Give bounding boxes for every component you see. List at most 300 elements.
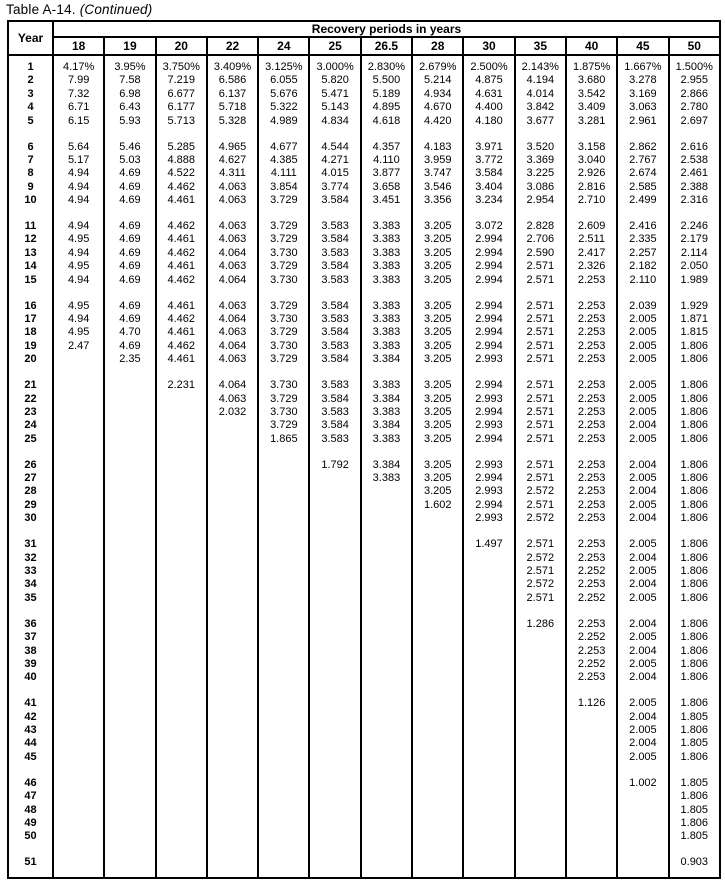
spacer-cell — [309, 685, 360, 698]
value-cell: 3.040 — [566, 154, 617, 167]
value-cell: 1.806 — [669, 658, 720, 671]
value-cell — [258, 512, 309, 525]
value-cell: 2.993 — [463, 485, 514, 498]
value-cell — [309, 724, 360, 737]
spacer-cell — [669, 764, 720, 777]
value-cell: 2.253 — [566, 459, 617, 472]
value-cell — [258, 578, 309, 591]
value-cell — [566, 751, 617, 764]
value-cell: 2.005 — [617, 565, 668, 578]
value-cell: 3.205 — [412, 233, 463, 246]
value-cell: 2.994 — [463, 260, 514, 273]
value-cell — [412, 790, 463, 803]
value-cell — [309, 538, 360, 551]
value-cell — [258, 804, 309, 817]
value-cell — [258, 817, 309, 830]
value-cell — [207, 724, 258, 737]
spacer-cell — [53, 526, 104, 539]
value-cell — [309, 472, 360, 485]
value-cell — [412, 645, 463, 658]
value-cell — [156, 512, 207, 525]
value-cell: 2.005 — [617, 697, 668, 710]
value-cell: 2.005 — [617, 353, 668, 366]
value-cell: 3.383 — [361, 220, 412, 233]
value-cell: 4.522 — [156, 167, 207, 180]
value-cell — [53, 618, 104, 631]
value-cell — [207, 485, 258, 498]
table-row-year-17 — [8, 313, 720, 326]
spacer-cell — [258, 685, 309, 698]
value-cell: 3.584 — [309, 419, 360, 432]
value-cell — [104, 459, 155, 472]
value-cell — [258, 658, 309, 671]
value-cell: 4.462 — [156, 274, 207, 287]
value-cell — [309, 817, 360, 830]
value-cell: 1.806 — [669, 499, 720, 512]
table-row-year-45 — [8, 751, 720, 764]
spacer-cell — [309, 208, 360, 221]
year-cell: 37 — [8, 631, 53, 644]
year-cell: 2 — [8, 74, 53, 87]
spacer-cell — [258, 128, 309, 141]
value-cell: 2.993 — [463, 393, 514, 406]
spacer-cell — [463, 605, 514, 618]
value-cell — [207, 552, 258, 565]
value-cell — [53, 512, 104, 525]
value-cell — [361, 578, 412, 591]
value-cell: 4.69 — [104, 194, 155, 207]
value-cell — [361, 658, 412, 671]
value-cell: 4.69 — [104, 233, 155, 246]
spacer-cell — [463, 128, 514, 141]
value-cell: 2.571 — [515, 274, 566, 287]
value-cell: 2.585 — [617, 181, 668, 194]
table-row-year-49 — [8, 817, 720, 830]
value-cell — [207, 618, 258, 631]
value-cell: 2.926 — [566, 167, 617, 180]
value-cell — [617, 817, 668, 830]
value-cell: 2.253 — [566, 578, 617, 591]
value-cell: 3.281 — [566, 115, 617, 128]
value-cell: 5.713 — [156, 115, 207, 128]
value-cell — [309, 751, 360, 764]
value-cell — [53, 379, 104, 392]
value-cell — [309, 658, 360, 671]
value-cell: 2.004 — [617, 552, 668, 565]
value-cell: 3.729 — [258, 233, 309, 246]
value-cell — [361, 751, 412, 764]
value-cell: 3.730 — [258, 313, 309, 326]
value-cell — [156, 419, 207, 432]
column-header-45: 45 — [617, 37, 668, 55]
value-cell: 2.253 — [566, 645, 617, 658]
spacer-cell — [463, 367, 514, 380]
value-cell — [104, 499, 155, 512]
value-cell: 2.005 — [617, 724, 668, 737]
value-cell: 4.461 — [156, 353, 207, 366]
value-cell: 4.462 — [156, 247, 207, 260]
year-cell: 18 — [8, 326, 53, 339]
spacer-cell — [156, 764, 207, 777]
value-cell: 3.730 — [258, 379, 309, 392]
value-cell: 3.854 — [258, 181, 309, 194]
value-cell — [53, 353, 104, 366]
value-cell: 2.571 — [515, 379, 566, 392]
column-header-26.5: 26.5 — [361, 37, 412, 55]
value-cell: 3.369 — [515, 154, 566, 167]
value-cell: 2.253 — [566, 406, 617, 419]
value-cell — [207, 512, 258, 525]
value-cell — [104, 856, 155, 869]
value-cell — [53, 499, 104, 512]
value-cell — [104, 552, 155, 565]
year-cell: 49 — [8, 817, 53, 830]
value-cell: 1.806 — [669, 393, 720, 406]
value-cell: 2.674 — [617, 167, 668, 180]
spacer-cell — [515, 526, 566, 539]
value-cell: 3.072 — [463, 220, 514, 233]
value-cell — [515, 711, 566, 724]
spacer-cell — [104, 446, 155, 459]
value-cell — [156, 751, 207, 764]
value-cell: 4.064 — [207, 274, 258, 287]
value-cell: 4.063 — [207, 300, 258, 313]
value-cell: 2.572 — [515, 578, 566, 591]
value-cell: 2.571 — [515, 393, 566, 406]
value-cell: 1.806 — [669, 552, 720, 565]
value-cell — [412, 751, 463, 764]
value-cell: 5.676 — [258, 88, 309, 101]
value-cell: 3.383 — [361, 433, 412, 446]
value-cell: 4.94 — [53, 194, 104, 207]
spacer-cell — [309, 844, 360, 857]
value-cell: 2.004 — [617, 512, 668, 525]
value-cell: 1.805 — [669, 777, 720, 790]
table-row-year-1 — [8, 61, 720, 74]
spacer-cell — [258, 208, 309, 221]
value-cell: 3.205 — [412, 406, 463, 419]
value-cell: 4.063 — [207, 233, 258, 246]
value-cell — [463, 697, 514, 710]
value-cell: 1.806 — [669, 724, 720, 737]
table-row-year-21 — [8, 379, 720, 392]
value-cell — [53, 645, 104, 658]
value-cell: 2.005 — [617, 499, 668, 512]
value-cell: 2.246 — [669, 220, 720, 233]
value-cell — [104, 538, 155, 551]
value-cell — [309, 631, 360, 644]
value-cell: 2.994 — [463, 433, 514, 446]
spacer-cell — [412, 870, 463, 878]
spacer-cell — [8, 367, 53, 380]
value-cell — [104, 751, 155, 764]
year-cell: 36 — [8, 618, 53, 631]
year-cell: 48 — [8, 804, 53, 817]
group-spacer — [8, 685, 720, 698]
value-cell: 1.805 — [669, 711, 720, 724]
value-cell: 3.584 — [309, 300, 360, 313]
value-cell — [156, 645, 207, 658]
value-cell — [412, 578, 463, 591]
value-cell: 1.806 — [669, 817, 720, 830]
spacer-cell — [463, 287, 514, 300]
spacer-cell — [515, 287, 566, 300]
value-cell: 1.286 — [515, 618, 566, 631]
value-cell — [412, 711, 463, 724]
spacer-cell — [207, 446, 258, 459]
year-cell: 12 — [8, 233, 53, 246]
value-cell — [515, 790, 566, 803]
value-cell — [412, 737, 463, 750]
value-cell: 2.461 — [669, 167, 720, 180]
table-row-year-43 — [8, 724, 720, 737]
value-cell — [156, 856, 207, 869]
spacer-cell — [617, 685, 668, 698]
value-cell — [463, 631, 514, 644]
spacer-cell — [463, 764, 514, 777]
value-cell — [309, 804, 360, 817]
value-cell — [309, 485, 360, 498]
value-cell: 2.710 — [566, 194, 617, 207]
value-cell: 3.205 — [412, 353, 463, 366]
value-cell: 3.384 — [361, 459, 412, 472]
value-cell — [463, 856, 514, 869]
spacer-cell — [669, 287, 720, 300]
spacer-cell — [207, 367, 258, 380]
value-cell — [258, 459, 309, 472]
spacer-cell — [515, 128, 566, 141]
table-row-year-18 — [8, 326, 720, 339]
value-cell — [258, 538, 309, 551]
spacer-cell — [412, 287, 463, 300]
spacer-cell — [361, 446, 412, 459]
year-cell: 6 — [8, 141, 53, 154]
value-cell: 3.451 — [361, 194, 412, 207]
spacer-cell — [258, 367, 309, 380]
value-cell: 5.820 — [309, 74, 360, 87]
value-cell: 3.205 — [412, 340, 463, 353]
value-cell — [463, 790, 514, 803]
spacer-cell — [104, 870, 155, 878]
value-cell — [361, 618, 412, 631]
value-cell — [53, 565, 104, 578]
value-cell — [156, 790, 207, 803]
value-cell: 2.571 — [515, 419, 566, 432]
value-cell: 1.806 — [669, 538, 720, 551]
table-row-year-48 — [8, 804, 720, 817]
value-cell: 6.137 — [207, 88, 258, 101]
value-cell — [53, 578, 104, 591]
spacer-cell — [669, 367, 720, 380]
value-cell: 2.005 — [617, 379, 668, 392]
spacer-cell — [617, 870, 668, 878]
spacer-cell — [566, 605, 617, 618]
value-cell — [463, 711, 514, 724]
spacer-cell — [8, 605, 53, 618]
value-cell: 4.400 — [463, 101, 514, 114]
value-cell — [463, 578, 514, 591]
table-row-year-11 — [8, 220, 720, 233]
value-cell — [53, 697, 104, 710]
value-cell: 2.253 — [566, 340, 617, 353]
spacer-cell — [207, 870, 258, 878]
spacer-cell — [669, 128, 720, 141]
value-cell: 1.806 — [669, 353, 720, 366]
spacer-cell — [669, 605, 720, 618]
value-cell: 4.69 — [104, 274, 155, 287]
spacer-cell — [463, 526, 514, 539]
value-cell — [156, 499, 207, 512]
value-cell: 3.383 — [361, 406, 412, 419]
value-cell — [361, 817, 412, 830]
page-title — [6, 2, 152, 17]
year-column-header: Year — [8, 21, 53, 55]
value-cell: 4.631 — [463, 88, 514, 101]
spacer-cell — [104, 685, 155, 698]
value-cell — [258, 472, 309, 485]
value-cell: 3.583 — [309, 274, 360, 287]
value-cell: 5.189 — [361, 88, 412, 101]
value-cell: 3.542 — [566, 88, 617, 101]
value-cell — [104, 512, 155, 525]
value-cell: 2.499 — [617, 194, 668, 207]
value-cell — [515, 671, 566, 684]
value-cell: 3.772 — [463, 154, 514, 167]
value-cell — [156, 697, 207, 710]
table-row-year-22 — [8, 393, 720, 406]
value-cell: 2.316 — [669, 194, 720, 207]
value-cell: 4.064 — [207, 340, 258, 353]
value-cell: 4.69 — [104, 300, 155, 313]
value-cell: 2.993 — [463, 459, 514, 472]
value-cell: 3.205 — [412, 313, 463, 326]
value-cell: 4.94 — [53, 167, 104, 180]
year-cell: 21 — [8, 379, 53, 392]
spacer-cell — [617, 208, 668, 221]
value-cell: 3.729 — [258, 326, 309, 339]
year-cell: 19 — [8, 340, 53, 353]
spacer-cell — [156, 287, 207, 300]
value-cell: 2.253 — [566, 552, 617, 565]
value-cell — [566, 830, 617, 843]
value-cell: 3.583 — [309, 406, 360, 419]
value-cell — [156, 565, 207, 578]
value-cell: 4.69 — [104, 247, 155, 260]
value-cell — [104, 379, 155, 392]
value-cell: 4.063 — [207, 181, 258, 194]
year-cell: 44 — [8, 737, 53, 750]
value-cell — [361, 830, 412, 843]
value-cell: 4.064 — [207, 247, 258, 260]
value-cell: 4.015 — [309, 167, 360, 180]
value-cell: 2.590 — [515, 247, 566, 260]
value-cell — [617, 856, 668, 869]
spacer-cell — [258, 844, 309, 857]
year-cell: 50 — [8, 830, 53, 843]
value-cell: 3.205 — [412, 472, 463, 485]
table-row-year-13 — [8, 247, 720, 260]
value-cell: 3.877 — [361, 167, 412, 180]
value-cell — [207, 856, 258, 869]
value-cell: 2.004 — [617, 578, 668, 591]
spacer-cell — [361, 685, 412, 698]
value-cell — [361, 804, 412, 817]
value-cell: 2.005 — [617, 340, 668, 353]
value-cell — [104, 592, 155, 605]
value-cell: 2.335 — [617, 233, 668, 246]
value-cell: 4.618 — [361, 115, 412, 128]
value-cell — [361, 499, 412, 512]
value-cell: 1.497 — [463, 538, 514, 551]
value-cell: 3.384 — [361, 393, 412, 406]
value-cell — [104, 565, 155, 578]
table-row-year-15 — [8, 274, 720, 287]
value-cell: 1.806 — [669, 578, 720, 591]
table-row-year-6 — [8, 141, 720, 154]
value-cell — [258, 618, 309, 631]
spacer-cell — [566, 526, 617, 539]
value-cell: 3.234 — [463, 194, 514, 207]
value-cell — [515, 645, 566, 658]
value-cell: 2.571 — [515, 499, 566, 512]
value-cell — [412, 552, 463, 565]
value-cell: 4.69 — [104, 167, 155, 180]
value-cell: 4.462 — [156, 313, 207, 326]
spacer-cell — [258, 446, 309, 459]
spacer-cell — [8, 287, 53, 300]
value-cell: 2.005 — [617, 631, 668, 644]
value-cell — [258, 485, 309, 498]
value-cell — [309, 711, 360, 724]
value-cell — [617, 830, 668, 843]
value-cell — [53, 393, 104, 406]
value-cell — [156, 433, 207, 446]
table-row-year-24 — [8, 419, 720, 432]
value-cell: 2.571 — [515, 300, 566, 313]
value-cell — [566, 856, 617, 869]
spacer-cell — [156, 685, 207, 698]
value-cell — [515, 697, 566, 710]
value-cell: 2.994 — [463, 340, 514, 353]
spacer-cell — [463, 844, 514, 857]
value-cell: 2.994 — [463, 313, 514, 326]
value-cell — [156, 724, 207, 737]
value-cell — [515, 804, 566, 817]
value-cell: 2.231 — [156, 379, 207, 392]
year-cell: 46 — [8, 777, 53, 790]
spacer-cell — [412, 685, 463, 698]
value-cell — [207, 499, 258, 512]
table-row-year-42 — [8, 711, 720, 724]
spacer-cell — [207, 605, 258, 618]
value-cell — [309, 512, 360, 525]
value-cell: 2.538 — [669, 154, 720, 167]
value-cell: 2.571 — [515, 538, 566, 551]
value-cell — [207, 737, 258, 750]
value-cell: 2.252 — [566, 565, 617, 578]
value-cell — [53, 856, 104, 869]
value-cell: 5.471 — [309, 88, 360, 101]
value-cell: 3.774 — [309, 181, 360, 194]
value-cell: 1.805 — [669, 804, 720, 817]
value-cell: 2.257 — [617, 247, 668, 260]
value-cell — [156, 592, 207, 605]
value-cell: 4.183 — [412, 141, 463, 154]
spacer-cell — [617, 446, 668, 459]
year-cell: 22 — [8, 393, 53, 406]
year-cell: 39 — [8, 658, 53, 671]
value-cell — [463, 671, 514, 684]
